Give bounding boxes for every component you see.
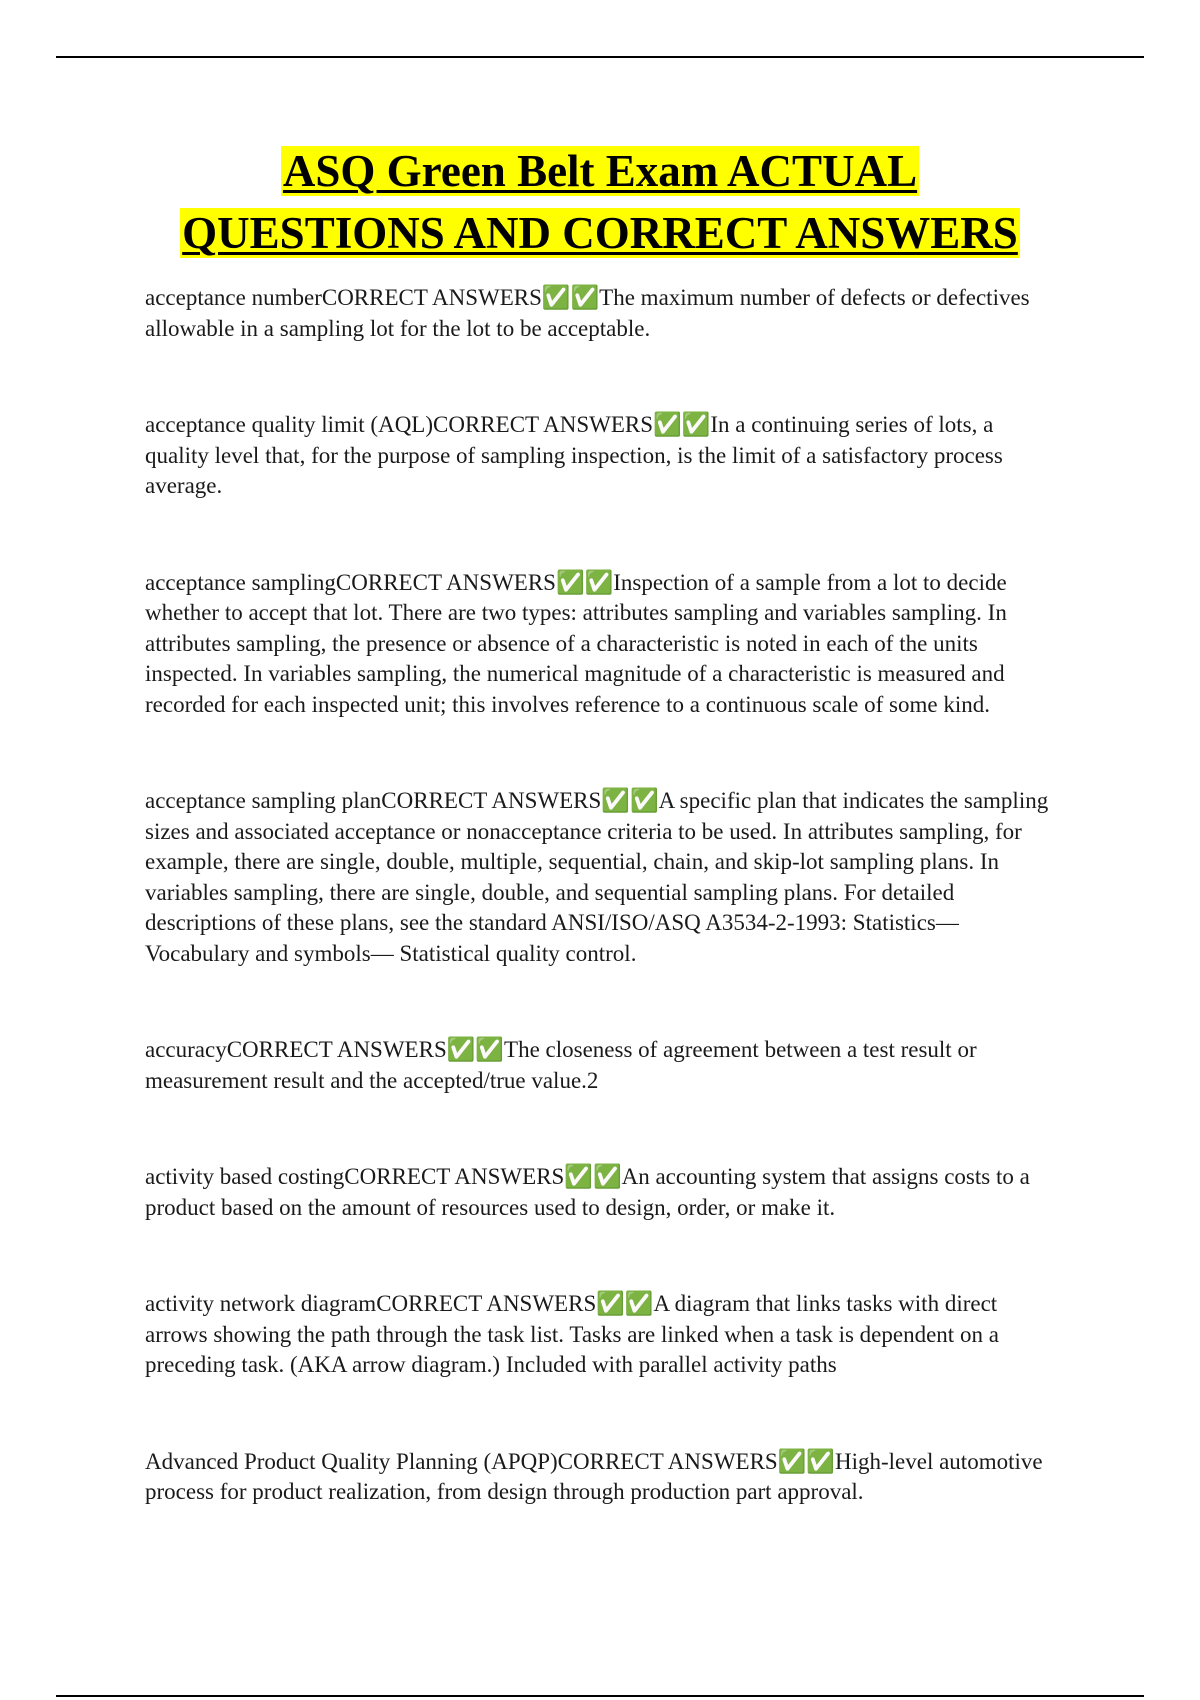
entry-acceptance-number: acceptance numberCORRECT ANSWERS✅✅The maximum number of defects or defectives allowable in a sampling lot for the lot to be acceptable. — [145, 285, 1030, 341]
top-rule — [56, 56, 1144, 58]
entry-activity-based-costing: activity based costingCORRECT ANSWERS✅✅An accounting system that assigns costs to a product based on the amount of resources used to design, order, or make it. — [145, 1164, 1030, 1220]
title-line-2: QUESTIONS AND CORRECT ANSWERS — [182, 208, 1018, 258]
entry-accuracy: accuracyCORRECT ANSWERS✅✅The closeness of agreement between a test result or measurement result and the accepted/true value.2 — [145, 1037, 977, 1093]
entry-acceptance-sampling: acceptance samplingCORRECT ANSWERS✅✅Inspection of a sample from a lot to decide whether to accept that lot. There are two types: attributes sampling and variables sampling. In attributes sampling, the presence or absence of a characteristic is noted in each of the units inspected. In variables sampling, the numerical magnitude of a characteristic is measured and recorded for each inspected unit; this involves reference to a continuous scale of some kind. — [145, 569, 1007, 717]
entry-apqp: Advanced Product Quality Planning (APQP)CORRECT ANSWERS✅✅High-level automotive process for product realization, from design through production part approval. — [145, 1448, 1043, 1504]
entry-acceptance-quality-limit: acceptance quality limit (AQL)CORRECT ANSWERS✅✅In a continuing series of lots, a quality level that, for the purpose of sampling inspection, is the limit of a satisfactory process average. — [145, 412, 1003, 498]
glossary-entries — [145, 283, 1057, 1508]
title-line-1: ASQ Green Belt Exam ACTUAL — [282, 146, 918, 196]
bottom-rule — [56, 1695, 1144, 1697]
document-title — [60, 140, 1140, 264]
entry-activity-network-diagram: activity network diagramCORRECT ANSWERS✅✅A diagram that links tasks with direct arrows showing the path through the task list. Tasks are linked when a task is dependent on a preceding task. (AKA arrow diagram.) Included with parallel activity paths — [145, 1291, 999, 1377]
entry-acceptance-sampling-plan: acceptance sampling planCORRECT ANSWERS✅✅A specific plan that indicates the sampling sizes and associated acceptance or nonacceptance criteria to be used. In attributes sampling, for example, there are single, double, multiple, sequential, chain, and skip-lot sampling plans. In variables sampling, there are single, double, and sequential sampling plans. For detailed descriptions of these plans, see the standard ANSI/ISO/ASQ A3534-2-1993: Statistics—Vocabulary and symbols— Statistical quality control. — [145, 788, 1049, 966]
